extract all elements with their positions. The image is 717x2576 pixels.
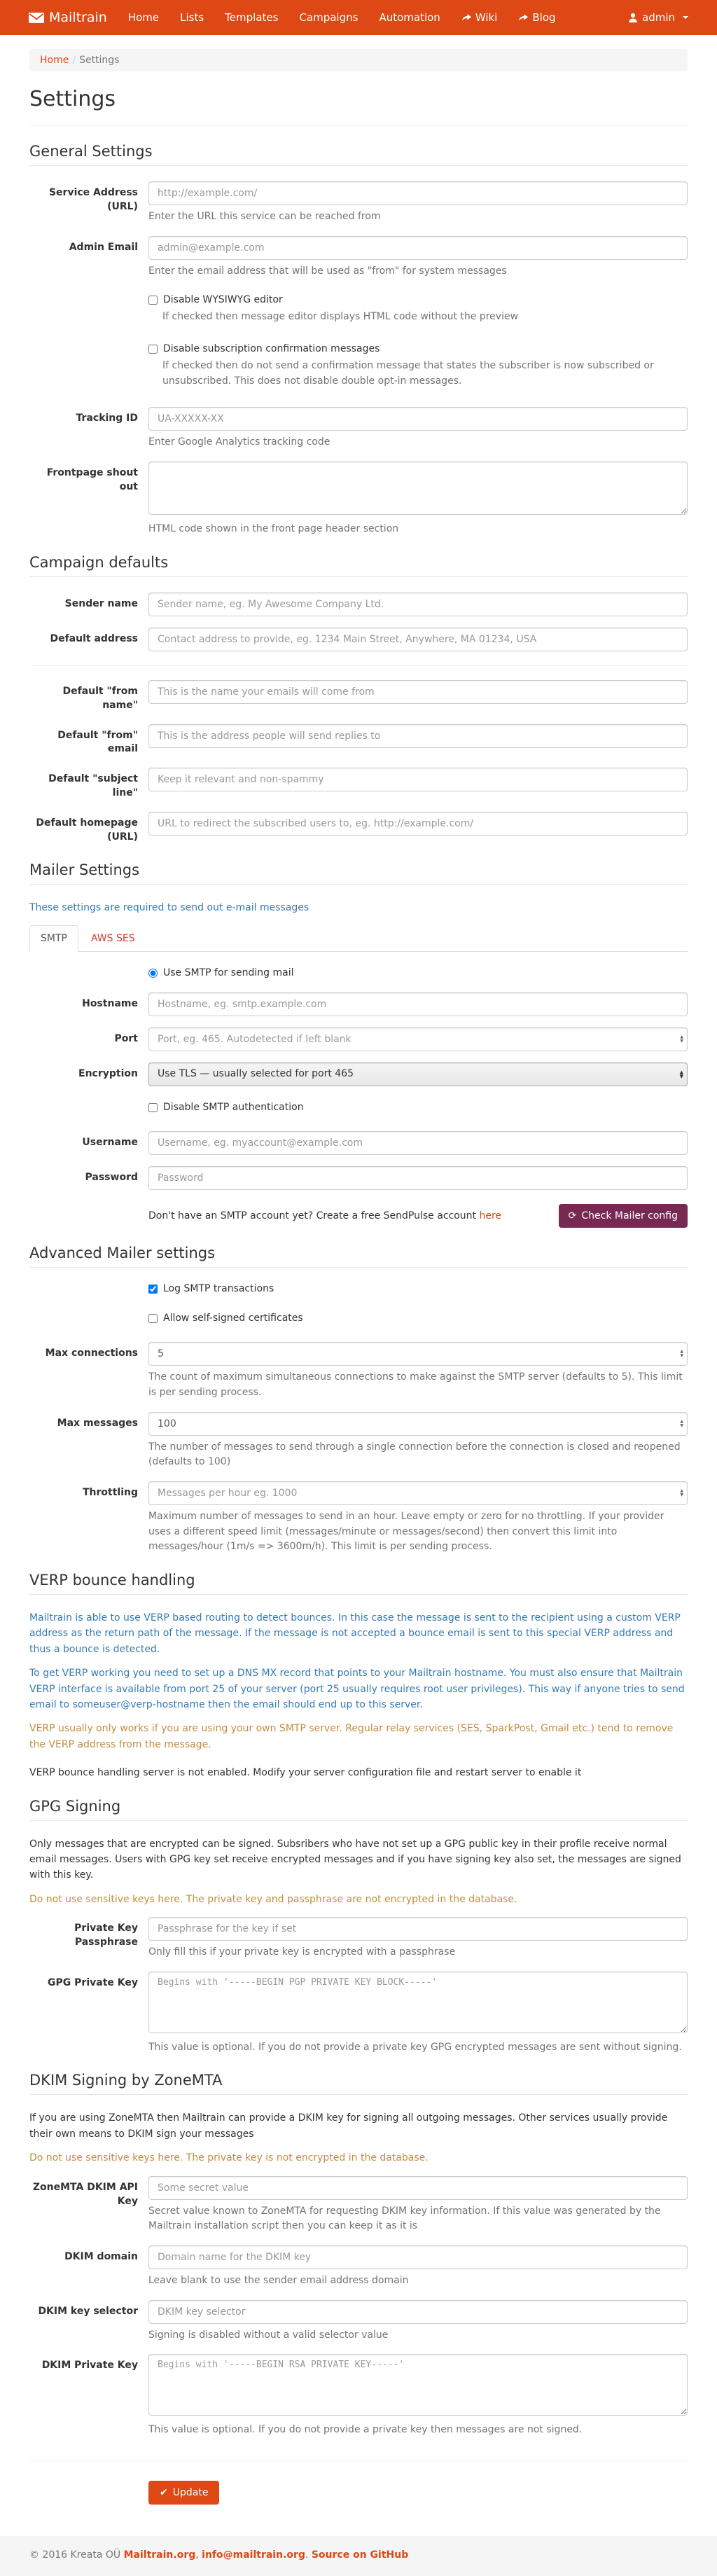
brand-label: Mailtrain [49,10,107,25]
log-smtp-checkbox-input[interactable] [148,1284,158,1294]
number-stepper[interactable]: ▲ ▼ [680,1349,683,1359]
refresh-icon: ⟳ [568,1210,577,1222]
breadcrumb-separator: / [72,55,76,66]
check-mailer-config-button[interactable]: ⟳ Check Mailer config [559,1204,688,1228]
mailer-intro: These settings are required to send out e-mail messages [29,901,309,913]
nav-item-blog[interactable]: Blog [508,0,566,35]
form-row [29,181,688,225]
nav-item-lists[interactable]: Lists [180,11,204,24]
throttling-input[interactable] [148,1481,688,1505]
disable-smtp-auth-checkbox[interactable] [148,1102,688,1113]
breadcrumb-current: Settings [79,55,120,66]
help-text: This value is optional. If you do not provide a private key then messages are not signed. [148,2424,583,2436]
form-row [29,2176,688,2234]
help-text: Enter Google Analytics tracking code [148,436,330,448]
number-stepper[interactable]: ▲ ▼ [680,1418,683,1428]
share-icon [518,13,528,22]
username-input[interactable] [148,1131,688,1155]
page-footer: © 2016 Kreata OÜ Mailtrain.org, info@mailtrain.org. Source on GitHub [0,2536,717,2576]
port-input[interactable] [148,1027,688,1051]
checkbox-label-text: Disable WYSIWYG editor [163,294,283,306]
subject-line-input[interactable] [148,768,688,791]
password-input[interactable] [148,1166,688,1190]
disable-confirmations-checkbox[interactable] [148,343,688,354]
username-label: Username [82,1137,138,1149]
form-row [29,343,688,389]
chevron-down-icon [683,16,688,19]
form-row [29,1283,688,1294]
help-text: The number of messages to send through a single connection before the connection is closed and reopened (defaults to 100) [148,1441,681,1468]
max-connections-label: Max connections [45,1348,138,1359]
checkbox-label-text: Allow self-signed certificates [163,1313,303,1324]
form-row [29,1131,688,1155]
dkim-selector-label: DKIM key selector [38,2305,138,2317]
admin-email-input[interactable] [148,236,688,260]
user-icon [628,13,638,23]
admin-email-label: Admin Email [69,241,138,253]
number-stepper[interactable]: ▲ ▼ [680,1488,683,1497]
help-text: If checked then message editor displays HTML code without the preview [162,311,519,323]
form-row [29,236,688,279]
form-row [29,628,688,651]
help-text: Secret value known to ZoneMTA for requesting DKIM key information. If this value was generated by the Mailtrain installation script then you can keep it as it is [148,2205,661,2232]
dkim-warning: Do not use sensitive keys here. The private key is not encrypted in the database. [29,2152,429,2164]
sendpulse-here-link[interactable]: here [479,1210,502,1222]
self-signed-checkbox-input[interactable] [148,1314,158,1323]
form-row [29,1972,688,2056]
dkim-selector-input[interactable] [148,2300,688,2324]
footer-site-link[interactable]: Mailtrain.org [123,2549,196,2561]
default-address-input[interactable] [148,628,688,651]
log-smtp-checkbox[interactable] [148,1283,688,1294]
nav-item-campaigns[interactable]: Campaigns [299,11,358,24]
tab-smtp[interactable]: SMTP [29,925,78,952]
gpg-private-key-label: GPG Private Key [48,1976,138,1988]
port-label: Port [114,1033,138,1045]
form-row [29,1412,688,1470]
section-gpg: GPG Signing [29,1798,688,1821]
help-text: HTML code shown in the front page header section [148,523,399,535]
verp-info-paragraph: Mailtrain is able to use VERP based routing to detect bounces. In this case the message is sent to the recipient using a custom VERP address as the return path of the message. If the message is not accepted a bounce email is sent to this special VERP address and thus a bounce is detected. [29,1612,681,1655]
tab-aws-ses[interactable]: AWS SES [90,933,135,945]
page-title: Settings [29,87,116,111]
from-name-label: Default "from name" [62,685,138,711]
disable-smtp-auth-checkbox-input[interactable] [148,1103,158,1112]
divider [29,665,688,666]
form-row [29,1917,688,1960]
service-address-label: Service Address (URL) [48,187,138,212]
section-dkim: DKIM Signing by ZoneMTA [29,2072,688,2095]
top-navbar [0,0,717,35]
tracking-id-label: Tracking ID [76,413,138,424]
section-general-settings: General Settings [29,143,688,166]
shoutout-label: Frontpage shout out [46,467,138,492]
dkim-domain-label: DKIM domain [64,2251,138,2263]
dkim-private-key-textarea[interactable] [148,2354,688,2416]
tracking-id-input[interactable] [148,407,688,431]
form-row [29,407,688,450]
self-signed-checkbox[interactable] [148,1313,688,1324]
mailtrain-logo-icon [29,13,44,23]
radio-label-text: Use SMTP for sending mail [163,967,294,979]
dkim-api-key-input[interactable] [148,2176,688,2200]
sender-name-label: Sender name [64,597,138,609]
form-row [29,1062,688,1086]
default-address-label: Default address [50,632,138,644]
disable-wysiwyg-checkbox[interactable] [148,294,688,305]
homepage-input[interactable] [148,812,688,836]
checkbox-label-text: Log SMTP transactions [163,1283,274,1295]
form-row [29,1027,688,1051]
dkim-intro: If you are using ZoneMTA then Mailtrain can provide a DKIM key for signing all outgoing messages. Other services usually provide their own means to DKIM sign your messages [29,2112,668,2140]
gpg-intro: Only messages that are encrypted can be signed. Subsribers who have not set up a GPG public key in their profile receive normal email messages. Users with GPG key set receive encrypted messages and if you have signing key also set, the messages are signed with this key. [29,1838,681,1881]
checkbox-label-text: Disable SMTP authentication [163,1102,304,1114]
breadcrumb-home-link[interactable]: Home [40,55,69,66]
form-row [29,680,688,713]
help-text: Enter the URL this service can be reached from [148,211,381,222]
from-name-input[interactable] [148,680,688,704]
max-messages-input[interactable] [148,1412,688,1436]
from-email-label: Default "from" email [57,729,138,755]
help-text: Signing is disabled without a valid selector value [148,2329,389,2341]
user-name: admin [642,11,675,24]
help-text: Only fill this if your private key is encrypted with a passphrase [148,1946,456,1958]
nav-item-wiki[interactable]: Wiki [451,0,508,35]
throttling-label: Throttling [82,1486,138,1498]
subject-line-label: Default "subject line" [48,773,138,799]
passphrase-label: Private Key Passphrase [74,1923,138,1948]
service-address-input[interactable] [148,181,688,205]
breadcrumb [29,49,688,71]
form-row [29,593,688,616]
help-text: Leave blank to use the sender email address domain [148,2275,409,2287]
help-text: The count of maximum simultaneous connections to make against the SMTP server (defaults to 5). This limit is per sending process. [148,1371,683,1398]
nav-item-templates[interactable]: Templates [225,11,279,24]
divider [29,125,688,126]
help-text: If checked then do not send a confirmation message that states the subscriber is now subscribed or unsubscribed. This does not disable double opt-in messages. [162,360,654,387]
gpg-private-key-textarea[interactable] [148,1972,688,2033]
encryption-select[interactable] [148,1062,688,1086]
section-mailer-settings: Mailer Settings [29,861,688,885]
form-row [29,1201,688,1228]
form-row [29,1166,688,1190]
verp-status-text: VERP bounce handling server is not enabled. Modify your server configuration file and restart server to enable it [29,1767,582,1779]
help-text: This value is optional. If you do not provide a private key GPG encrypted messages are sent without signing. [148,2041,682,2053]
form-row [29,812,688,845]
dkim-private-key-label: DKIM Private Key [41,2360,138,2371]
main-nav [118,0,566,35]
nav-item-automation[interactable]: Automation [379,11,440,24]
dkim-domain-input[interactable] [148,2245,688,2269]
divider [29,2460,688,2461]
max-messages-label: Max messages [57,1417,138,1429]
use-smtp-radio[interactable] [148,967,688,978]
shoutout-textarea[interactable] [148,462,688,515]
gpg-warning: Do not use sensitive keys here. The private key and passphrase are not encrypted in the database. [29,1893,517,1905]
help-text: Maximum number of messages to send in an hour. Leave empty or zero for no throttling. If your provider uses a different speed limit (messages/minute or messages/second) then convert this limit into messages/hour (1m/s => 3600m/h). This limit is per sending process. [148,1510,664,1553]
encryption-label: Encryption [78,1068,138,1080]
dkim-api-key-label: ZoneMTA DKIM API Key [32,2181,138,2207]
footer-github-link[interactable]: Source on GitHub [311,2549,409,2561]
homepage-label: Default homepage (URL) [36,817,138,843]
footer-email-link[interactable]: info@mailtrain.org [202,2549,305,2561]
form-row [29,1481,688,1555]
sender-name-input[interactable] [148,593,688,616]
number-stepper[interactable]: ▲ ▼ [680,1034,683,1044]
from-email-input[interactable] [148,724,688,748]
passphrase-input[interactable] [148,1917,688,1941]
section-verp: VERP bounce handling [29,1572,688,1595]
form-row [29,462,688,537]
update-button[interactable]: ✔ Update [148,2481,219,2505]
user-menu[interactable] [618,0,699,35]
verp-warning-paragraph: VERP usually only works if you are using your own SMTP server. Regular relay services (SES, SparkPost, Gmail etc.) tend to remove the VERP address from the message. [29,1723,674,1750]
nav-item-home[interactable]: Home [127,11,160,24]
disable-confirmations-checkbox-input[interactable] [148,345,158,354]
disable-wysiwyg-checkbox-input[interactable] [148,296,158,305]
sendpulse-text: Don't have an SMTP account yet? Create a free SendPulse account here [148,1210,502,1222]
max-connections-input[interactable] [148,1342,688,1366]
form-row [29,294,688,325]
help-text: Enter the email address that will be used as "from" for system messages [148,265,507,277]
form-row [29,2300,688,2343]
check-icon: ✔ [160,2487,168,2499]
form-row [29,724,688,757]
mailer-tabs [29,925,688,952]
form-row [29,768,688,801]
section-advanced-mailer: Advanced Mailer settings [29,1245,688,1268]
share-icon [461,13,471,22]
form-row [29,2354,688,2438]
hostname-input[interactable] [148,992,688,1016]
verp-info-paragraph: To get VERP working you need to set up a DNS MX record that points to your Mailtrain hostname. You must also ensure that Mailtrain VERP interface is available from port 25 of your server (port 25 usually requires root user privileges). This way if anyone tries to send email to someuser@verp-hostname then the email should end up to this server. [29,1668,685,1710]
form-row [29,1313,688,1324]
form-row [29,1342,688,1400]
password-label: Password [85,1172,138,1184]
use-smtp-radio-input[interactable] [148,969,158,978]
copyright-text: © 2016 Kreata OÜ [29,2549,121,2561]
hostname-label: Hostname [82,998,138,1010]
select-arrows-icon: ▲ ▼ [679,1069,683,1080]
form-row [29,2245,688,2289]
section-campaign-defaults: Campaign defaults [29,554,688,577]
checkbox-label-text: Disable subscription confirmation messages [163,343,380,355]
form-row [29,992,688,1016]
form-row [29,1102,688,1113]
brand-link[interactable] [18,0,118,35]
